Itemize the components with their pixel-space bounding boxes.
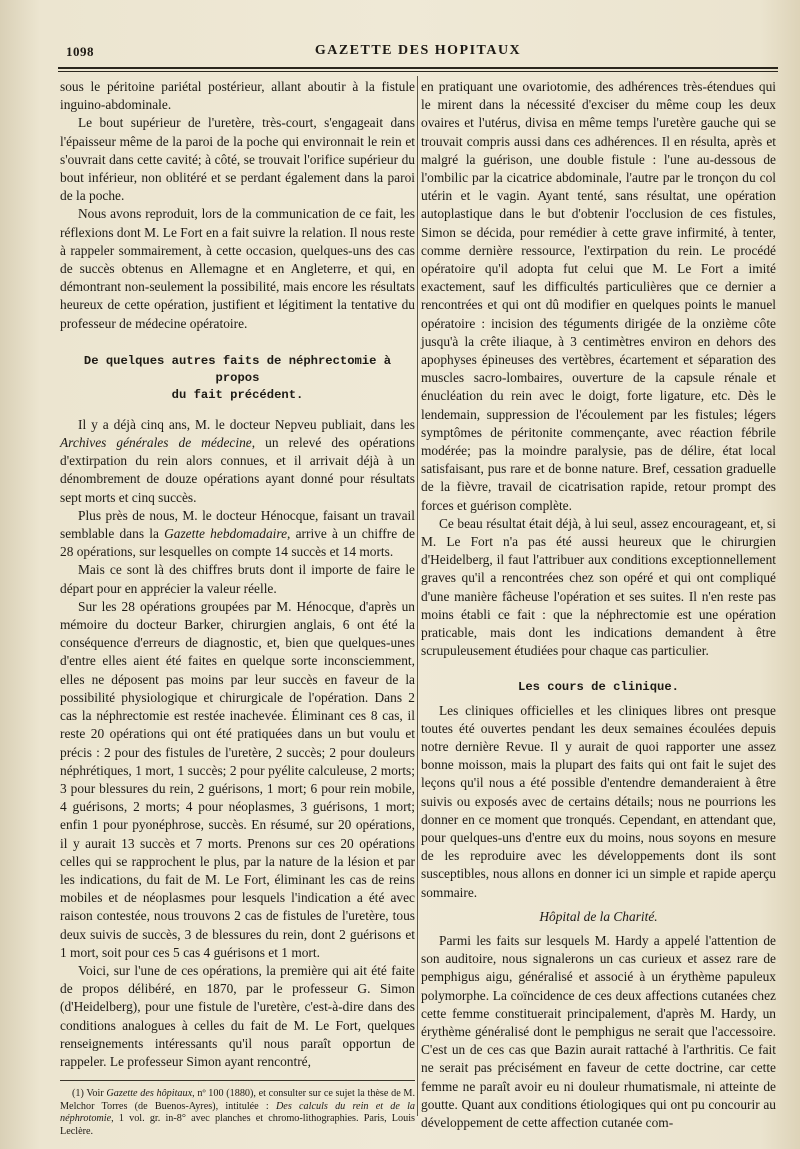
paragraph: Sur les 28 opérations groupées par M. Hénocque, d'après un mémoire du docteur Barker, chirurgien anglais, 6 ont été la conséquence d'erreurs de diagnostic, et, bien que quelques-unes d'entre elles aient été faites en quelque sorte inconsciemment, elles ne déposent pas moins par leur succès en faveur de la possibilité physiologique et chirurgicale de l'opération. Dans 2 cas la néphrectomie est restée inachevée. Éliminant ces 8 cas, il reste 20 opérations qui ont été pratiquées dans un but voulu et précis : 2 pour des fistules de l'uretère, 2 succès; 2 pour douleurs néphrétiques, 1 mort, 1 succès; 2 pour pyélite calculeuse, 2 morts; 3 pour blessures du rein, 2 guérisons, 1 mort; 6 pour rein mobile, 4 guérisons, 2 morts; 4 pour néoplasmes, 3 guérisons, 1 mort; enfin 1 pour pyonéphrose, succès. En résumé, sur 20 opérations, il y aurait 13 succès et 7 morts. Prenons sur ces 20 opérations celles qui se rapprochent le plus, par la nature de la lésion et par les indications, du fait de M. Le Fort, éliminant les cas de reins mobiles et de néoplasmes pour lesquels l'indication a été avec raison contestée, nous trouvons 2 cas de fistules de l'uretère, tous deux suivis de succès, 3 de blessures du rein, dont 2 guérisons et 1 mort, soit pour ces 5 cas 4 guérisons et 1 mort. xyxy=(60,598,415,960)
footnote: (1) Voir Gazette des hôpitaux, nº 100 (1880), et consulter sur ce sujet la thèse de M. Melchor Torres (de Buenos-Ayres), intitulée : Des calculs du rein et de la néphrotomie, 1 vol. gr. in-8° avec planches et chromo-lithographies. Paris, Louis Leclère. xyxy=(60,1088,415,1137)
paragraph: Nous avons reproduit, lors de la communication de ce fait, les réflexions dont M. Le Fort en a fait suivre la relation. Il nous reste à rappeler sommairement, à cette occasion, quelques-uns des cas de succès obtenus en Allemagne et en Angleterre, et qui, en démontrant non-seulement la possibilité, mais encore les résultats heureux de cette opération, justifient et légitiment la tentative du professeur de médecine opératoire. xyxy=(60,206,415,331)
page-number: 1098 xyxy=(66,44,94,59)
paragraph: Voici, sur l'une de ces opérations, la première qui ait été faite de propos délibéré, en 1870, par le professeur G. Simon (d'Heidelberg), pour une fistule de l'uretère, c'est-à-dire dans des conditions analogues à celles du fait de M. Le Fort, quelques renseignements intéressants qu'il nous paraît opportun de rappeler. Le professeur Simon ayant rencontré, xyxy=(60,962,415,1069)
section-title-nephrectomie: De quelques autres faits de néphrectomie à propos du fait précédent. xyxy=(83,353,392,402)
paragraph: Plus près de nous, M. le docteur Hénocque, faisant un travail semblable dans la Gazette hebdomadaire, arrive à un chiffre de 28 opérations, sur lesquelles on compte 14 succès et 14 morts. xyxy=(60,507,415,560)
paragraph: sous le péritoine pariétal postérieur, allant aboutir à la fistule inguino-abdominale. xyxy=(60,79,415,113)
paragraph: en pratiquant une ovariotomie, des adhérences très-étendues qui le mirent dans la nécessité d'exciser du même coup les deux ovaires et l'utérus, divisa en même temps l'uretère gauche qui se trouvait compris aussi dans ces adhérences. Il en résulta, après et malgré la guérison, une double fistule : l'une au-dessous de l'ombilic par la cicatrice abdominale, l'autre par le tronçon du col utérin et le vagin. Ayant tenté, sans résultat, une opération autoplastique dans le but d'obtenir l'occlusion de ces fistules, Simon se décida, pour remédier à cette grave infirmité, à tenter, comme dernière ressource, l'extirpation du rein. Le procédé opératoire qu'il adopta fut celui que M. Le Fort a imité exactement, sauf les difficultés particulières que ce dernier a rencontrées et qui ont dû modifier en quelques points le manuel opératoire : incision des téguments dirigée de la onzième côte jusqu'à la crête iliaque, à 3 centimètres environ en dehors des apophyses épineuses des vertèbres, écartement et séparation des muscles sacro-lombaires, ouverture de la capsule rénale et énucléation du rein avec le doigt, forte ligature, etc. Dès le lendemain, suppression de l'écoulement par les fistules; légers symptômes de péritonite commençante, avec réaction fébrile modérée; pas la moindre paralysie, pas de délire, état local satisfaisant, pus rare et de bonne nature. Bref, cessation graduelle de la fièvre, travail de cicatrisation rapide, retour prompt des forces et guérison complète. xyxy=(421,79,776,513)
footnote-rule xyxy=(60,1080,415,1081)
section-title-cours-clinique: Les cours de clinique. xyxy=(518,679,679,694)
left-column xyxy=(60,78,415,1137)
paragraph: Ce beau résultat était déjà, à lui seul, assez encourageant, et, si M. Le Fort n'a pas été aussi heureux que le chirurgien d'Heidelberg, il faut l'attribuer aux conditions exceptionnellement graves qu'il a rencontrées chez son opéré et qui ont compliqué d'une manière fâcheuse l'opération et ses suites. Il n'en reste pas moins établi ce fait : que la néphrectomie est une opération praticable, mais dont les indications demandent à être scrupuleusement étudiées pour chaque cas particulier. xyxy=(421,515,776,659)
paragraph: Les cliniques officielles et les cliniques libres ont presque toutes été ouvertes pendant les deux semaines écoulées depuis notre dernière Revue. Il y aurait de quoi rapporter une assez bonne moisson, mais la plupart des faits qui ont fait le sujet des leçons qu'il nous a été possible d'entendre demanderaient à être suivis ou exposés avec de certains détails; nous ne pourrions les donner en ce moment que tronqués. Cependant, en attendant que, pour quelques-uns d'entre eux du moins, nous soyons en mesure de les reproduire avec les développements dont ils sont susceptibles, nous allons en donner ici un simple et rapide aperçu sommaire. xyxy=(421,702,776,900)
column-divider xyxy=(417,76,418,1116)
paragraph: Parmi les faits sur lesquels M. Hardy a appelé l'attention de son auditoire, nous signalerons un cas curieux et assez rare de pemphigus aigu, généralisé et associé à un érythème papuleux polymorphe. La coïncidence de ces deux affections cutanées chez cette femme constituerait principalement, d'après M. Hardy, un érythème généralisé dont le pemphigus ne serait que l'accessoire. C'est un de ces cas que Bazin aurait rattaché à l'arthritis. Ce fait ne serait pas précisément en faveur de cette doctrine, car cette femme ne paraît avoir eu ni douleur rhumatismale, ni atteinte de goutte. Quant aux conditions étiologiques qui ont pu concourir au développement de cette affection cutanée com- xyxy=(421,932,776,1130)
page-header xyxy=(62,42,774,66)
subsection-title-charite: Hôpital de la Charité. xyxy=(539,908,658,924)
right-column xyxy=(421,78,776,1130)
header-rule xyxy=(58,67,778,69)
header-rule-thin xyxy=(58,71,778,72)
paragraph: Il y a déjà cinq ans, M. le docteur Nepveu publiait, dans les Archives générales de médecine, un relevé des opérations d'extirpation du rein alors connues, et il arrivait déjà à un dénombrement de douze opérations ayant donné pour résultats sept morts et cinq succès. xyxy=(60,416,415,505)
paragraph: Le bout supérieur de l'uretère, très-court, s'engageait dans l'épaisseur même de la paroi de la poche qui environnait le rein et s'ouvrait dans cette cavité; à côté, se trouvait l'orifice supérieur du bout inférieur, non oblitéré et se perdant également dans la paroi de la poche. xyxy=(60,115,415,204)
running-title: GAZETTE DES HOPITAUX xyxy=(314,43,522,58)
paragraph: Mais ce sont là des chiffres bruts dont il importe de faire le départ pour en apprécier la valeur réelle. xyxy=(60,562,415,596)
